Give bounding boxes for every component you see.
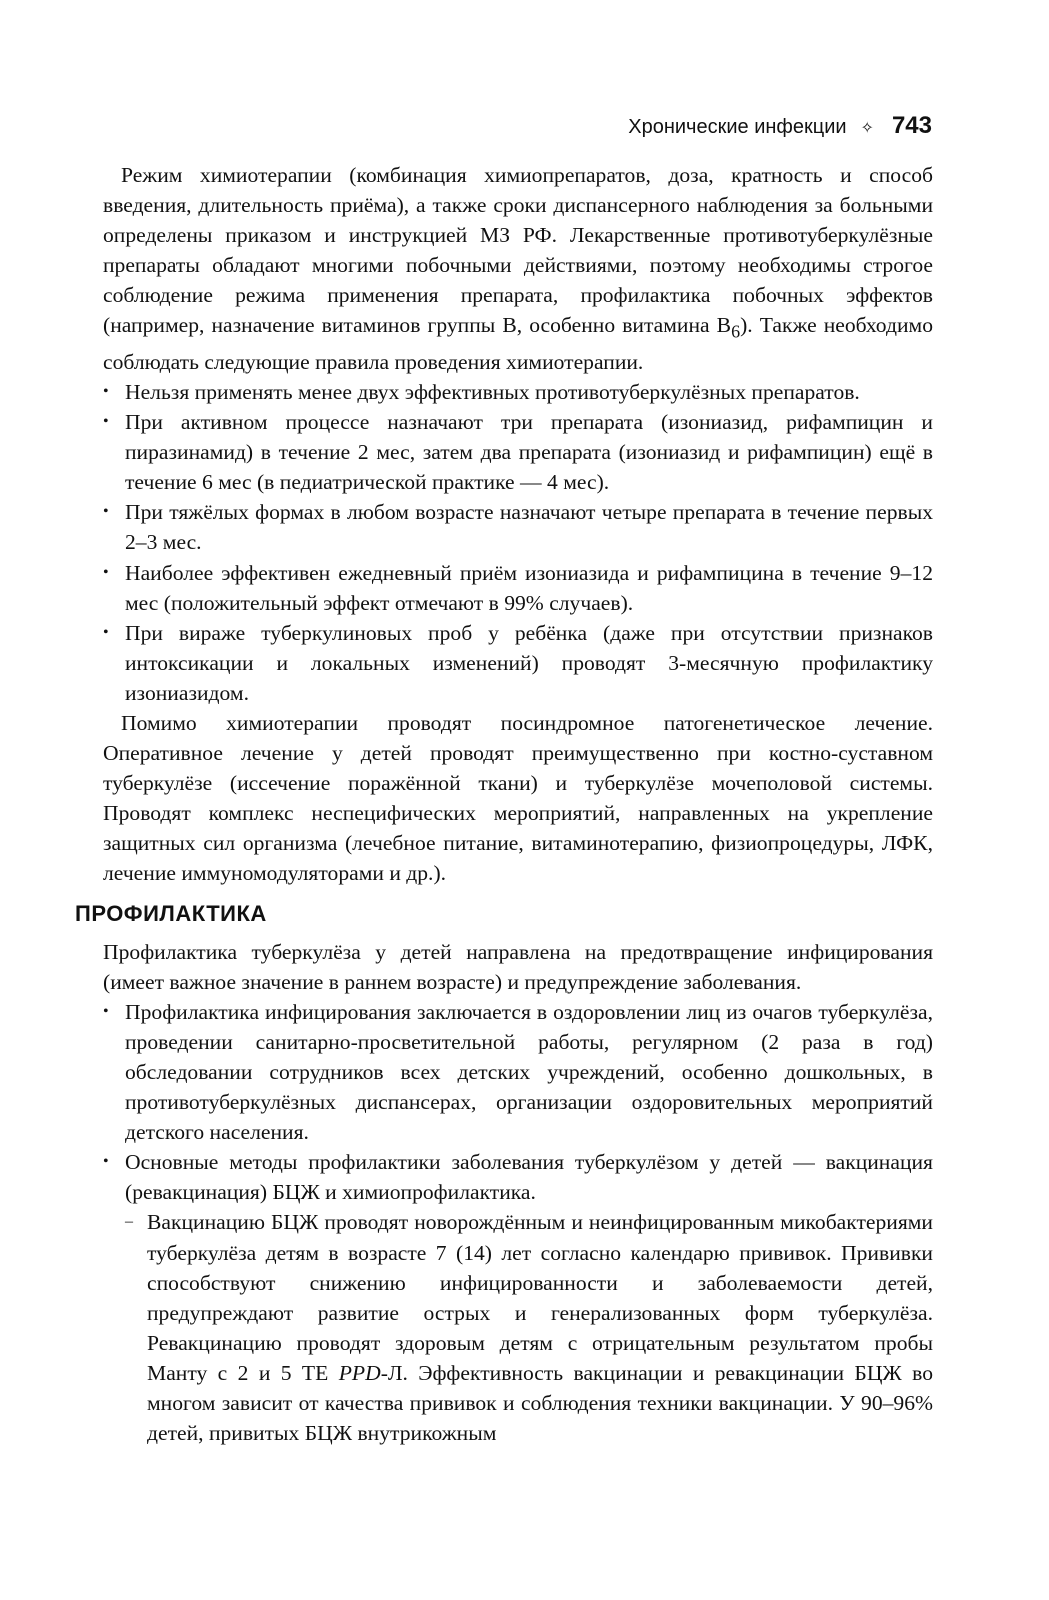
- vaccination-text-start: Вакцинацию БЦЖ проводят новорождённым и неинфицированным микобактериями туберкулёза детям в возрасте 7 (14) лет согласно календарю прививок. Прививки способствуют снижению инфицированности и заболеваемости детей, предупреждают развитие острых и генерализованных форм туберкулёза. Ревакцинацию проводят здоровым детям с отрицательным результатом пробы Манту с 2 и 5 ТЕ: [147, 1210, 933, 1385]
- diamond-separator-icon: ✧: [860, 120, 874, 137]
- running-head: [560, 112, 932, 140]
- page-body: [75, 160, 934, 1448]
- sublist-item: [125, 1207, 933, 1448]
- section-heading: ПРОФИЛАКТИКА: [75, 900, 267, 926]
- list-item: • Профилактика инфицирования заключается в оздоровлении лиц из очагов туберкулёза, проведении санитарно-просветительной работы, регулярном (2 раза в год) обследовании сотрудников всех детских учреждений, особенно дошкольных, в противотуберкулёзных диспансерах, организации оздоровительных мероприятий детского населения.: [103, 997, 933, 1147]
- list-item: • Наиболее эффективен ежедневный приём изониазида и рифампицина в течение 9–12 мес (положительный эффект отмечают в 99% случаев).: [103, 558, 933, 618]
- prevention-list: [103, 997, 933, 1448]
- list-item: • При активном процессе назначают три препарата (изониазид, рифампицин и пиразинамид) в течение 2 мес, затем два препарата (изониазид и рифампицин) ещё в течение 6 мес (в педиатрической практике — 4 мес).: [103, 407, 933, 497]
- list-item: [103, 1147, 933, 1448]
- intro-paragraph: [103, 160, 933, 377]
- list-item: • Нельзя применять менее двух эффективных противотуберкулёзных препаратов.: [103, 377, 933, 407]
- list-item: • При тяжёлых формах в любом возрасте назначают четыре препарата в течение первых 2–3 мес.: [103, 497, 933, 557]
- treatment-paragraph: Помимо химиотерапии проводят посиндромное патогенетическое лечение. Оперативное лечение у детей проводят преимущественно при костно-суставном туберкулёзе (иссечение поражённой ткани) и туберкулёзе мочеполовой системы. Проводят комплекс неспецифических мероприятий, направленных на укрепление защитных сил организма (лечебное питание, витаминотерапию, физиопроцедуры, ЛФК, лечение иммуномодуляторами и др.).: [103, 711, 933, 886]
- vitamin-subscript: 6: [731, 321, 741, 342]
- page-number: 743: [891, 112, 932, 139]
- list-item-text: Основные методы профилактики заболевания туберкулёзом у детей — вакцинация (ревакцинация) БЦЖ и химиопрофилактика.: [125, 1150, 933, 1205]
- intro-text-end: ). Также необходимо соблюдать следующие правила проведения химиотерапии.: [103, 313, 933, 374]
- intro-text-start: Режим химиотерапии (комбинация химиопрепаратов, доза, кратность и способ введения, длительность приёма), а также сроки диспансерного наблюдения за больными определены приказом и инструкцией МЗ РФ. Лекарственные противотуберкулёзные препараты обладают многими побочными действиями, поэтому необходимы строгое соблюдение режима применения препарата, профилактика побочных эффектов (например, назначение витаминов группы В, особенно витамина В: [103, 163, 933, 338]
- vaccination-sublist: [125, 1207, 933, 1448]
- prevention-intro-paragraph: Профилактика туберкулёза у детей направлена на предотвращение инфицирования (имеет важное значение в раннем возрасте) и предупреждение заболевания.: [103, 939, 933, 994]
- ppd-italic: PPD: [338, 1360, 381, 1385]
- running-head-title: Хронические инфекции: [628, 116, 847, 138]
- chemotherapy-rules-list: [103, 377, 933, 708]
- vaccination-text-end: -Л. Эффективность вакцинации и ревакцинации БЦЖ во многом зависит от качества прививок и соблюдения техники вакцинации. У 90–96% детей, привитых БЦЖ внутрикожным: [147, 1360, 934, 1446]
- list-item: • При вираже туберкулиновых проб у ребёнка (даже при отсутствии признаков интоксикации и локальных изменений) проводят 3-месячную профилактику изониазидом.: [103, 618, 933, 708]
